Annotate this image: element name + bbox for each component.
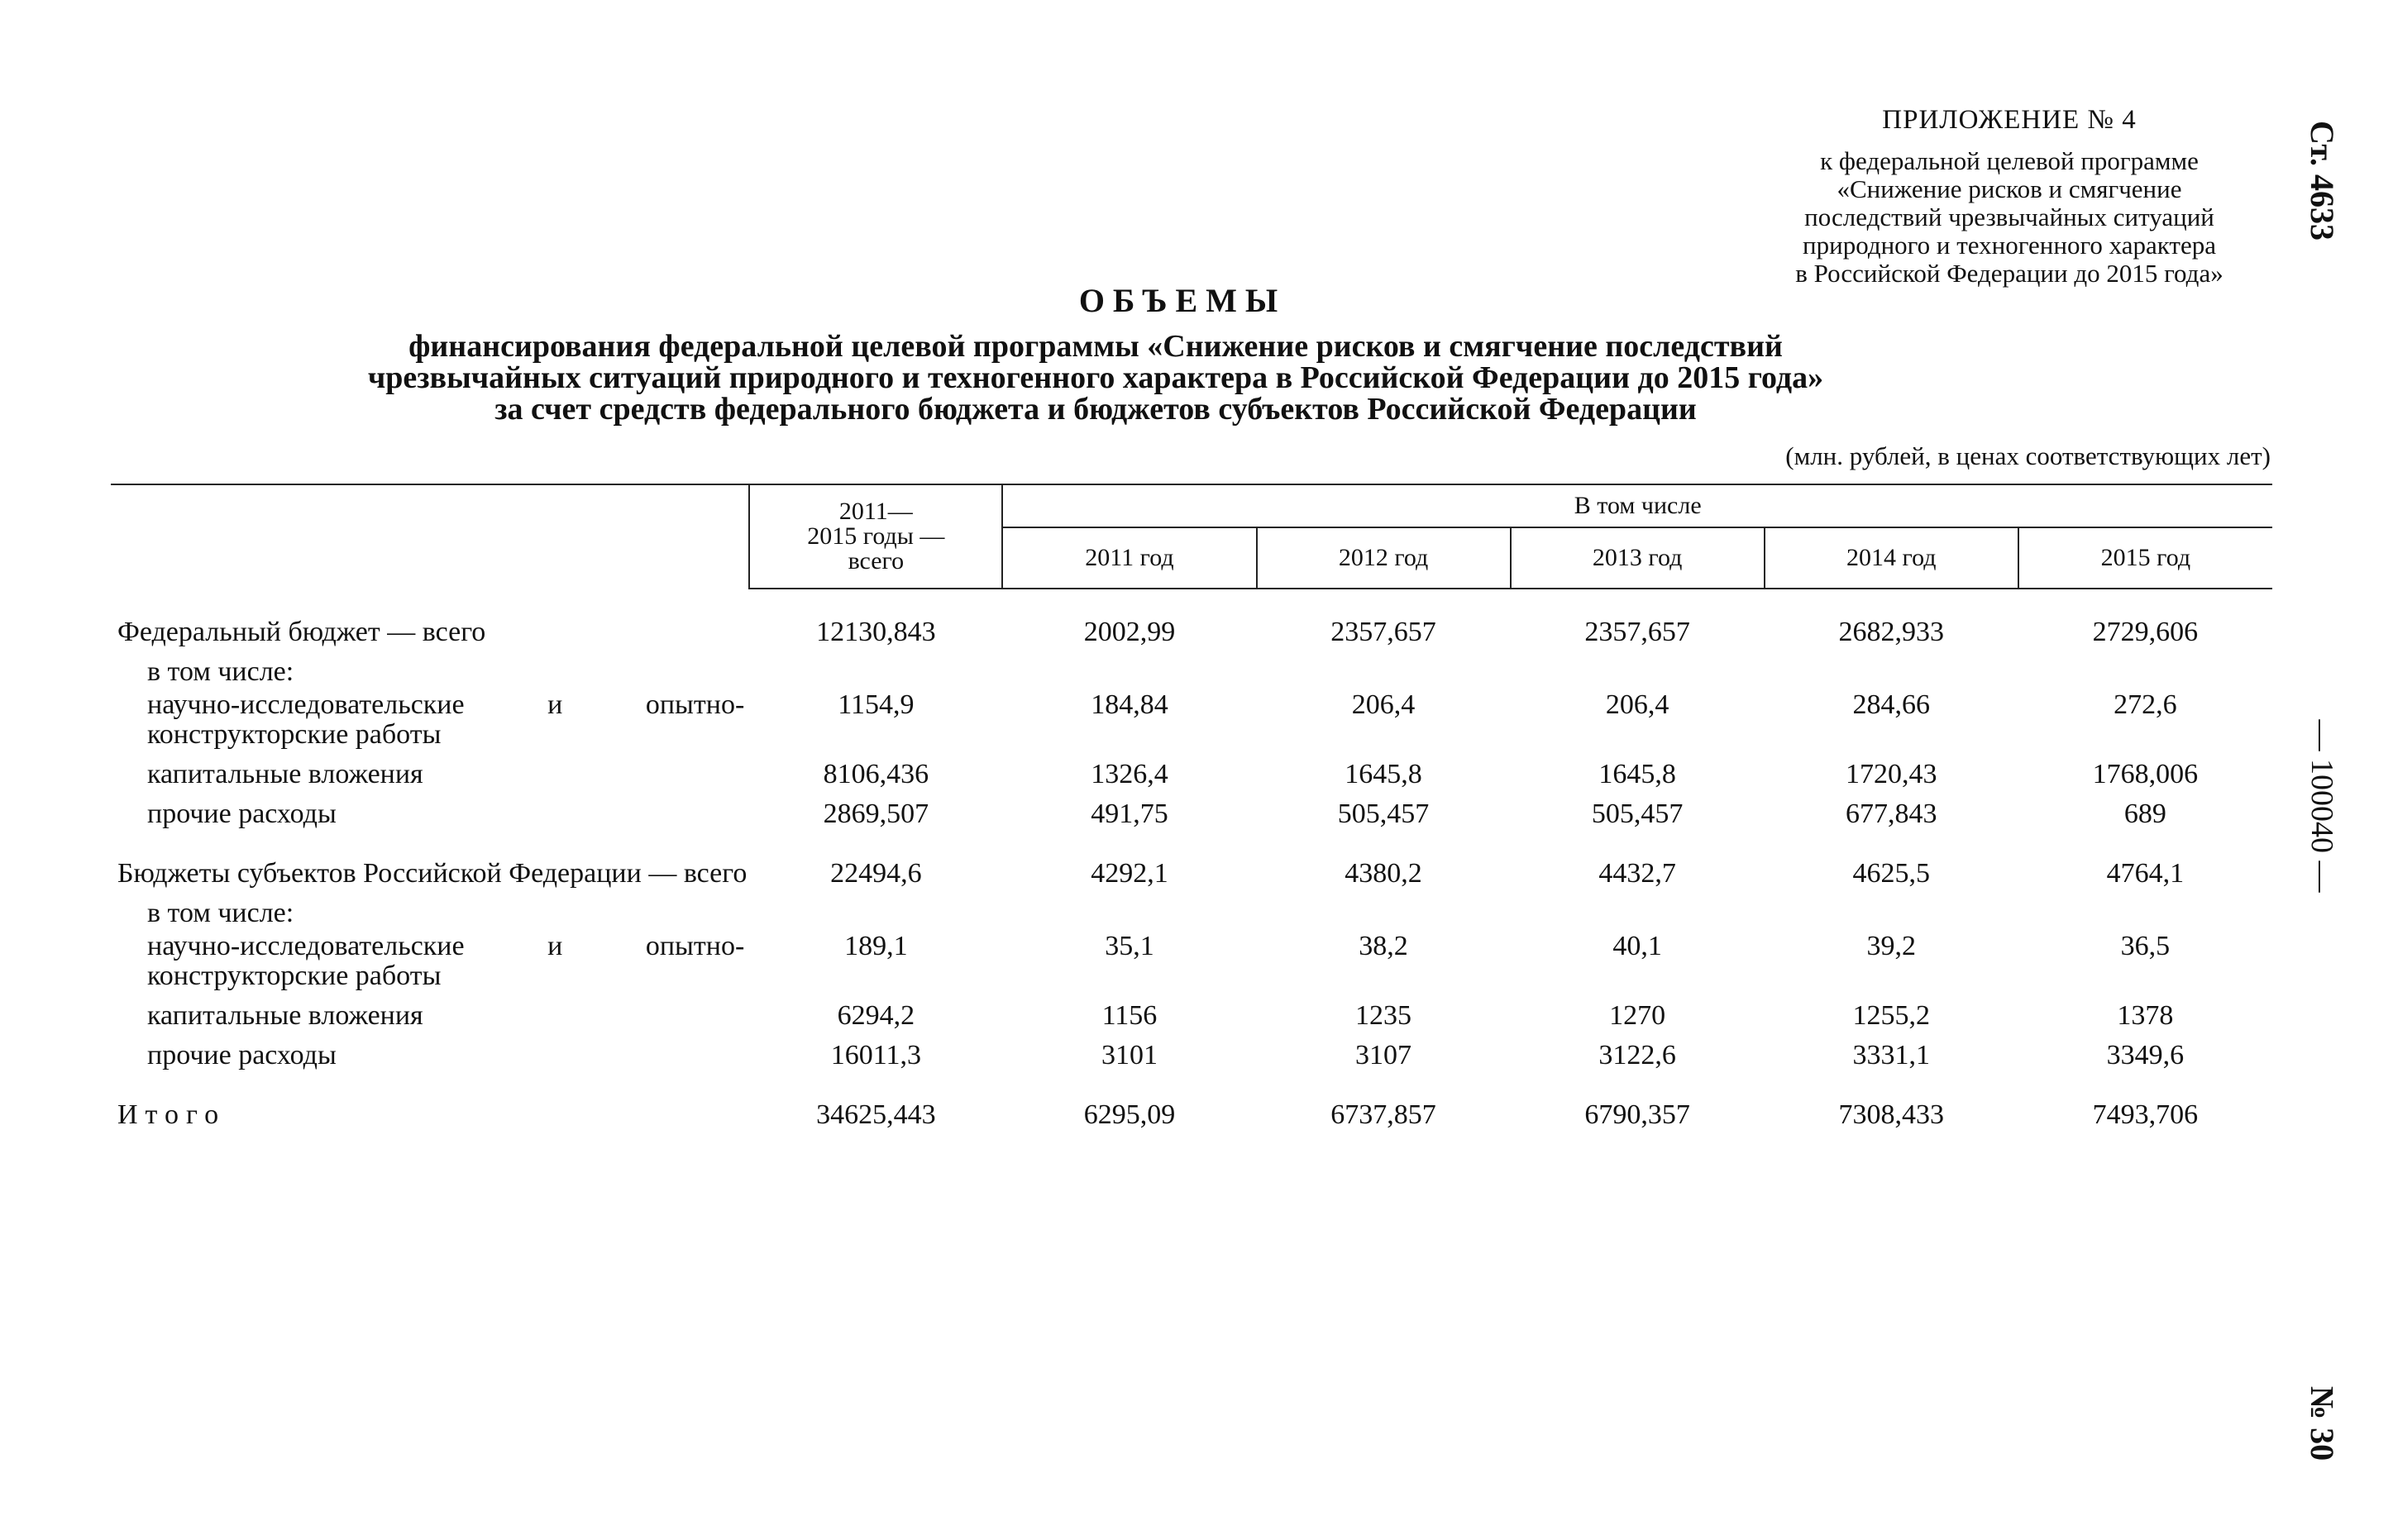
page-number: — 100040 — <box>2305 719 2339 893</box>
cell-value: 6737,857 <box>1330 1099 1436 1130</box>
cell-value: 1768,006 <box>2092 759 2199 789</box>
table-row <box>111 1041 2272 1080</box>
row-label: научно-исследовательские и опытно-конструкторские работы <box>147 689 745 750</box>
subtitle-line: за счет средств федерального бюджета и бюджетов субъектов Российской Федерации <box>494 392 1697 427</box>
cell-value: 2682,933 <box>1838 617 1945 647</box>
cell-value: 4432,7 <box>1598 858 1676 889</box>
cell-value: 1156 <box>1101 1000 1158 1031</box>
table-row <box>111 657 2272 690</box>
appendix-line: в Российской Федерации до 2015 года» <box>1795 259 2223 288</box>
subtitle-line: финансирования федеральной целевой программы «Снижение рисков и смягчение последствий <box>408 329 1783 364</box>
issue-number: № 30 <box>2304 1385 2341 1461</box>
header-empty <box>111 484 749 589</box>
cell-value: 3122,6 <box>1598 1040 1676 1070</box>
cell-value: 6295,09 <box>1083 1099 1176 1130</box>
financing-table <box>111 484 2272 1140</box>
cell-value: 491,75 <box>1091 799 1168 829</box>
header-year: 2012 год <box>1257 527 1511 589</box>
row-label: Бюджеты субъектов Российской Федерации — всего <box>117 858 748 889</box>
cell-value: 7308,433 <box>1838 1099 1945 1130</box>
cell-value: 677,843 <box>1846 799 1937 829</box>
row-label: прочие расходы <box>147 799 337 829</box>
appendix-title: ПРИЛОЖЕНИЕ № 4 <box>1882 105 2137 135</box>
cell-value: 505,457 <box>1591 799 1684 829</box>
cell-value: 35,1 <box>1105 931 1154 961</box>
cell-value: 1720,43 <box>1846 759 1937 789</box>
header-including: В том числе <box>1002 484 2272 527</box>
cell-value: 39,2 <box>1866 931 1917 961</box>
cell-value: 7493,706 <box>2092 1099 2199 1130</box>
header-year: 2014 год <box>1765 527 2018 589</box>
subtitle-line: чрезвычайных ситуаций природного и техногенного характера в Российской Федерации до 2015 года» <box>367 360 1824 395</box>
appendix-line: к федеральной целевой программе <box>1820 146 2199 175</box>
document-title: ОБЪЕМЫ <box>1078 282 1287 319</box>
appendix-line: «Снижение рисков и смягчение <box>1837 174 2182 203</box>
row-label: прочие расходы <box>147 1040 337 1070</box>
cell-value: 1645,8 <box>1598 759 1676 789</box>
cell-value: 2357,657 <box>1330 617 1436 647</box>
cell-value: 689 <box>2123 799 2166 829</box>
table-row <box>111 690 2272 760</box>
table-row <box>111 1001 2272 1041</box>
units-note: (млн. рублей, в ценах соответствующих лет) <box>1785 441 2271 470</box>
header-year: 2015 год <box>2018 527 2272 589</box>
cell-value: 189,1 <box>844 931 908 961</box>
cell-value: 1235 <box>1355 1000 1412 1031</box>
table-row-total <box>111 1100 2272 1140</box>
document-subtitle <box>248 331 1943 425</box>
cell-value: 4292,1 <box>1091 858 1168 889</box>
cell-value: 3331,1 <box>1852 1040 1931 1070</box>
cell-value: 4764,1 <box>2106 858 2185 889</box>
cell-value: 3101 <box>1101 1040 1158 1070</box>
row-label: капитальные вложения <box>147 759 423 789</box>
appendix-line: последствий чрезвычайных ситуаций <box>1804 203 2214 231</box>
cell-value: 2729,606 <box>2092 617 2199 647</box>
row-label: в том числе: <box>147 898 294 928</box>
appendix-line: природного и техногенного характера <box>1803 231 2216 260</box>
row-label: научно-исследовательские и опытно-конструкторские работы <box>147 931 745 991</box>
cell-value: 16011,3 <box>830 1040 921 1070</box>
cell-value: 1270 <box>1609 1000 1666 1031</box>
table-row <box>111 799 2272 839</box>
table-row <box>111 617 2272 657</box>
cell-value: 1255,2 <box>1852 1000 1931 1031</box>
row-label: в том числе: <box>147 656 294 687</box>
cell-value: 1378 <box>2117 1000 2174 1031</box>
cell-value: 6790,357 <box>1584 1099 1690 1130</box>
cell-value: 206,4 <box>1605 689 1669 720</box>
table-row <box>111 760 2272 799</box>
article-number: Ст. 4633 <box>2304 121 2341 241</box>
table-row <box>111 859 2272 899</box>
table-row <box>111 932 2272 1001</box>
cell-value: 272,6 <box>2114 689 2177 720</box>
header-total: 2011— 2015 годы — всего <box>749 484 1002 589</box>
cell-value: 505,457 <box>1337 799 1430 829</box>
cell-value: 36,5 <box>2120 931 2171 961</box>
cell-value: 22494,6 <box>830 858 922 889</box>
cell-value: 8106,436 <box>823 759 929 789</box>
cell-value: 6294,2 <box>837 1000 915 1031</box>
cell-value: 38,2 <box>1359 931 1408 961</box>
header-year: 2013 год <box>1511 527 1765 589</box>
cell-value: 34625,443 <box>816 1099 936 1130</box>
header-year: 2011 год <box>1002 527 1256 589</box>
row-label: капитальные вложения <box>147 1000 423 1031</box>
cell-value: 4625,5 <box>1852 858 1931 889</box>
cell-value: 3107 <box>1355 1040 1412 1070</box>
table-row <box>111 899 2272 932</box>
cell-value: 2357,657 <box>1584 617 1690 647</box>
cell-value: 1326,4 <box>1091 759 1168 789</box>
cell-value: 2869,507 <box>823 799 929 829</box>
cell-value: 284,66 <box>1852 689 1931 720</box>
appendix-block <box>1753 106 2266 288</box>
cell-value: 40,1 <box>1612 931 1662 961</box>
cell-value: 2002,99 <box>1083 617 1176 647</box>
cell-value: 4380,2 <box>1345 858 1422 889</box>
cell-value: 184,84 <box>1091 689 1168 720</box>
cell-value: 3349,6 <box>2106 1040 2185 1070</box>
cell-value: 12130,843 <box>816 617 936 647</box>
cell-value: 206,4 <box>1351 689 1416 720</box>
row-label: Итого <box>117 1099 227 1130</box>
row-label: Федеральный бюджет — всего <box>117 617 486 647</box>
cell-value: 1645,8 <box>1345 759 1422 789</box>
cell-value: 1154,9 <box>838 689 915 720</box>
